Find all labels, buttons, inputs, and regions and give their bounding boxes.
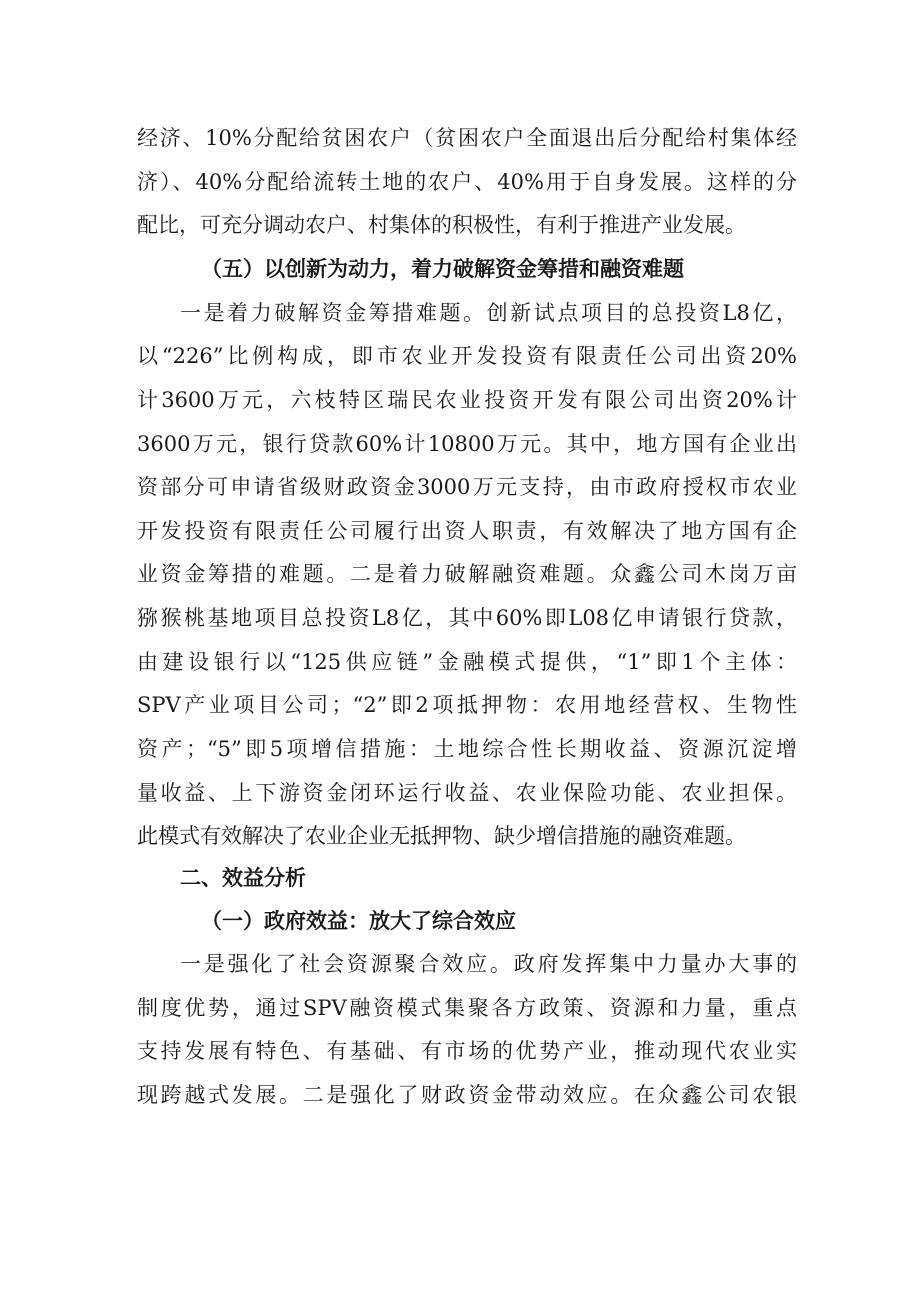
body-text-line: 猕猴桃基地项目总投资L8亿，其中60%即L08亿申请银行贷款，	[137, 606, 797, 630]
body-text-line: 资产；“5”即5项增信措施：土地综合性长期收益、资源沉淀增	[137, 737, 797, 761]
paragraph-first-line: 一是着力破解资金筹措难题。创新试点项目的总投资L8亿，	[180, 301, 797, 325]
body-text-line: 制度优势，通过SPV融资模式集聚各方政策、资源和力量，重点	[137, 996, 797, 1020]
body-text-line: 计3600万元，六枝特区瑞民农业投资开发有限公司出资20%计	[137, 388, 797, 412]
body-text-line: 以“226”比例构成，即市农业开发投资有限责任公司出资20%	[137, 344, 797, 368]
body-text-line: SPV产业项目公司；“2”即2项抵押物：农用地经营权、生物性	[137, 693, 797, 717]
body-text-line: 开发投资有限责任公司履行出资人职责，有效解决了地方国有企	[137, 519, 797, 543]
body-text-line: 3600万元，银行贷款60%计10800万元。其中，地方国有企业出	[137, 432, 797, 456]
body-text-line: 支持发展有特色、有基础、有市场的优势产业，推动现代农业实	[137, 1039, 797, 1063]
body-text-line: 此模式有效解决了农业企业无抵押物、缺少增信措施的融资难题。	[137, 824, 746, 848]
body-text-line: 业资金筹措的难题。二是着力破解融资难题。众鑫公司木岗万亩	[137, 562, 797, 586]
section-heading: （五）以创新为动力，着力破解资金筹措和融资难题	[201, 257, 684, 281]
body-text-line: 济）、40%分配给流转土地的农户、40%用于自身发展。这样的分	[137, 170, 797, 194]
body-text-line: 现跨越式发展。二是强化了财政资金带动效应。在众鑫公司农银	[137, 1083, 797, 1107]
subsection-heading: （一）政府效益：放大了综合效应	[201, 909, 516, 933]
body-text-line: 配比，可充分调动农户、村集体的积极性，有利于推进产业发展。	[137, 213, 746, 237]
paragraph-first-line: 一是强化了社会资源聚合效应。政府发挥集中力量办大事的	[180, 952, 797, 976]
body-text-line: 由建设银行以“125供应链”金融模式提供，“1”即1个主体：	[137, 650, 797, 674]
body-text-line: 资部分可申请省级财政资金3000万元支持，由市政府授权市农业	[137, 475, 797, 499]
chapter-heading: 二、效益分析	[180, 866, 306, 890]
body-text-line: 经济、10%分配给贫困农户（贫困农户全面退出后分配给村集体经	[137, 126, 797, 150]
body-text-line: 量收益、上下游资金闭环运行收益、农业保险功能、农业担保。	[137, 781, 797, 805]
